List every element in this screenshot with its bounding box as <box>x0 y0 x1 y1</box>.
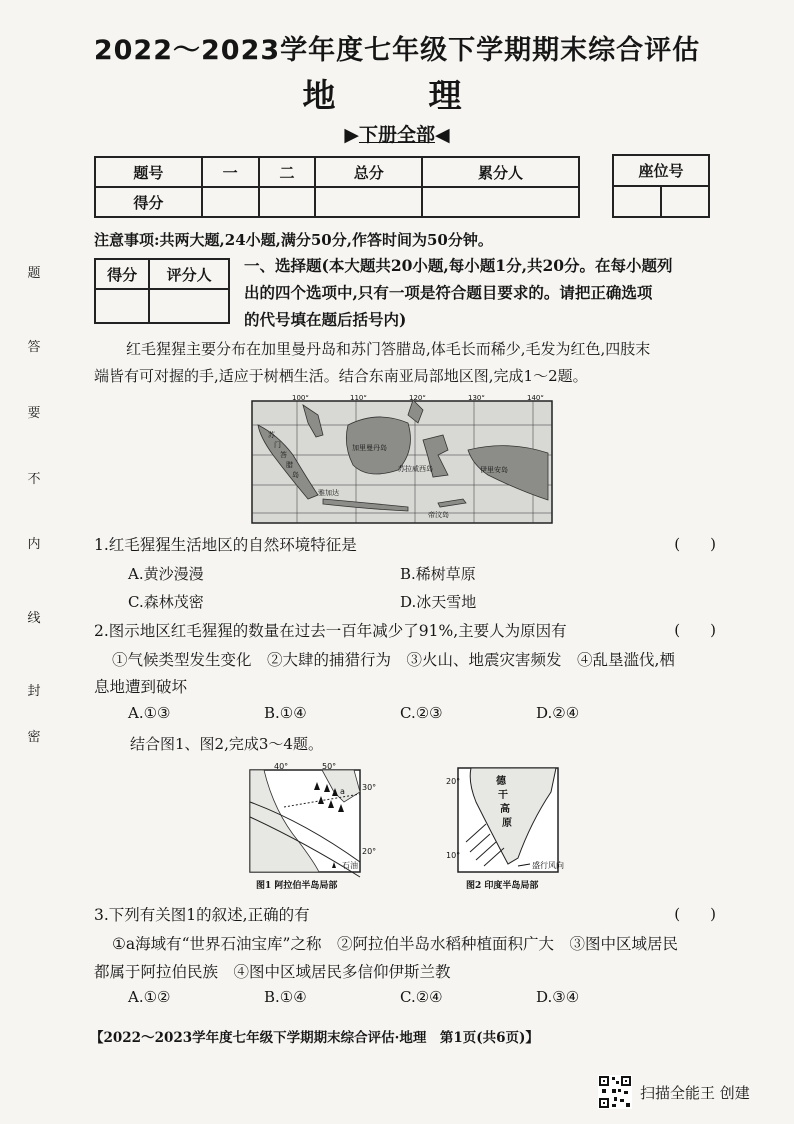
score-table <box>94 156 580 218</box>
question-3-choices-cont: 都属于阿拉伯民族 ④图中区域居民多信仰伊斯兰教 <box>94 963 451 981</box>
option-d[interactable]: D.冰天雪地 <box>400 593 477 611</box>
lat-label: 20° <box>446 777 461 786</box>
map-label: 苏拉威西岛 <box>398 465 433 473</box>
subject-title: 地 理 <box>302 76 492 115</box>
score-input-cell[interactable] <box>315 187 422 217</box>
lon-label: 50° <box>322 762 337 771</box>
grader-label: 评分人 <box>149 259 229 289</box>
lon-label: 100° <box>292 395 309 402</box>
lon-label: 40° <box>274 762 289 771</box>
score-input-cell[interactable] <box>422 187 579 217</box>
option-c[interactable]: C.②③ <box>400 704 443 722</box>
answer-bracket[interactable]: ( ) <box>674 905 716 923</box>
question-2-choices: ①气候类型发生变化 ②大肆的捕猎行为 ③火山、地震灾害频发 ④乱垦滥伐,栖 <box>112 651 675 669</box>
map-label: 腊 <box>286 461 293 469</box>
question-3-stem: 3.下列有关图1的叙述,正确的有 <box>94 906 310 924</box>
legend-label: 石油 <box>342 861 358 870</box>
scanner-watermark: 扫描全能王 创建 <box>640 1084 750 1102</box>
plateau-label: 原 <box>502 818 512 829</box>
score-header-cell: 总分 <box>315 157 422 187</box>
southeast-asia-map <box>248 395 556 527</box>
lat-label: 30° <box>362 783 377 792</box>
margin-char: 不 <box>27 472 41 487</box>
margin-char: 线 <box>27 611 41 626</box>
margin-char: 答 <box>27 340 41 355</box>
figure-1-arabian-peninsula <box>244 762 378 892</box>
sea-label: a <box>340 787 345 796</box>
intro-paragraph: 红毛猩猩主要分布在加里曼丹岛和苏门答腊岛,体毛长而稀少,毛发为红色,四肢末 端皆有可对握的手,适应于树栖生活。结合东南亚局部地区图,完成1～2题。 <box>94 340 651 385</box>
question-2-choices-cont: 息地遭到破坏 <box>94 678 188 696</box>
answer-bracket[interactable]: ( ) <box>674 535 716 553</box>
lat-label: 10° <box>446 851 461 860</box>
grader-input-cell[interactable] <box>149 289 229 323</box>
lon-label: 140° <box>527 395 544 402</box>
plateau-label: 高 <box>500 804 510 815</box>
option-d[interactable]: D.③④ <box>536 988 580 1006</box>
score-input-cell[interactable] <box>259 187 316 217</box>
question-2-stem: 2.图示地区红毛猩猩的数量在过去一百年减少了91%,主要人为原因有 <box>94 622 567 640</box>
section-heading: 一、选择题(本大题共20小题,每小题1分,共20分。在每小题列 出的四个选项中,只有一项是符合题目要求的。请把正确选项 的代号填在题后括号内) <box>244 256 673 329</box>
figure-2-caption: 图2 印度半岛局部 <box>466 881 539 891</box>
plateau-label: 德 <box>496 776 506 787</box>
option-a[interactable]: A.①② <box>128 988 171 1006</box>
score-header-cell: 一 <box>202 157 259 187</box>
map-label: 答 <box>280 451 287 459</box>
map-label: 帝汶岛 <box>428 511 449 519</box>
option-c[interactable]: C.森林茂密 <box>128 593 204 611</box>
grader-input-cell[interactable] <box>95 289 149 323</box>
page-title: 2022～2023学年度七年级下学期期末综合评估 <box>93 35 701 66</box>
score-header-cell: 题号 <box>95 157 202 187</box>
page-footer: 【2022～2023学年度七年级下学期期末综合评估·地理 第1页(共6页)】 <box>90 1030 539 1046</box>
question-1-stem: 1.红毛猩猩生活地区的自然环境特征是 <box>94 536 357 554</box>
score-header-cell: 二 <box>259 157 316 187</box>
margin-char: 密 <box>27 730 41 745</box>
option-c[interactable]: C.②④ <box>400 988 443 1006</box>
seat-number-box <box>612 154 710 218</box>
legend-label: 盛行风向 <box>532 861 564 870</box>
option-a[interactable]: A.①③ <box>128 704 171 722</box>
seat-input-cell[interactable] <box>661 186 709 217</box>
plateau-label: 干 <box>498 790 508 801</box>
map-label: 苏 <box>268 431 275 439</box>
score-header-cell: 累分人 <box>422 157 579 187</box>
option-b[interactable]: B.①④ <box>264 704 307 722</box>
lon-label: 120° <box>409 395 426 402</box>
triangle-left-icon: ◀ <box>435 124 450 146</box>
option-d[interactable]: D.②④ <box>536 704 580 722</box>
margin-char: 内 <box>27 537 41 552</box>
option-b[interactable]: B.①④ <box>264 988 307 1006</box>
volume-label: ▶下册全部◀ <box>344 124 450 146</box>
option-a[interactable]: A.黄沙漫漫 <box>128 565 204 583</box>
margin-char: 题 <box>27 266 41 281</box>
notice: 注意事项:共两大题,24小题,满分50分,作答时间为50分钟。 <box>94 231 493 249</box>
lat-label: 20° <box>362 847 377 856</box>
score-row-label: 得分 <box>95 187 202 217</box>
grader-box <box>94 258 230 324</box>
map-label: 伊里安岛 <box>480 466 508 474</box>
seat-input-cell[interactable] <box>613 186 661 217</box>
score-input-cell[interactable] <box>202 187 259 217</box>
figure-2-indian-peninsula <box>446 762 566 892</box>
map-label: 岛 <box>292 471 299 479</box>
map-label: 加里曼丹岛 <box>352 444 387 452</box>
figure-1-caption: 图1 阿拉伯半岛局部 <box>256 881 338 891</box>
seat-label: 座位号 <box>613 155 709 186</box>
option-b[interactable]: B.稀树草原 <box>400 565 476 583</box>
margin-char: 封 <box>27 684 41 699</box>
map-label: 门 <box>274 441 281 449</box>
intro-figures: 结合图1、图2,完成3～4题。 <box>130 735 323 753</box>
map-label: 雅加达 <box>318 489 339 497</box>
qr-code-icon <box>598 1075 632 1109</box>
question-3-choices: ①a海域有“世界石油宝库”之称 ②阿拉伯半岛水稻种植面积广大 ③图中区域居民 <box>112 935 678 953</box>
answer-bracket[interactable]: ( ) <box>674 621 716 639</box>
margin-char: 要 <box>27 406 41 421</box>
lon-label: 110° <box>350 395 367 402</box>
triangle-right-icon: ▶ <box>344 124 359 146</box>
lon-label: 130° <box>468 395 485 402</box>
grader-score-label: 得分 <box>95 259 149 289</box>
